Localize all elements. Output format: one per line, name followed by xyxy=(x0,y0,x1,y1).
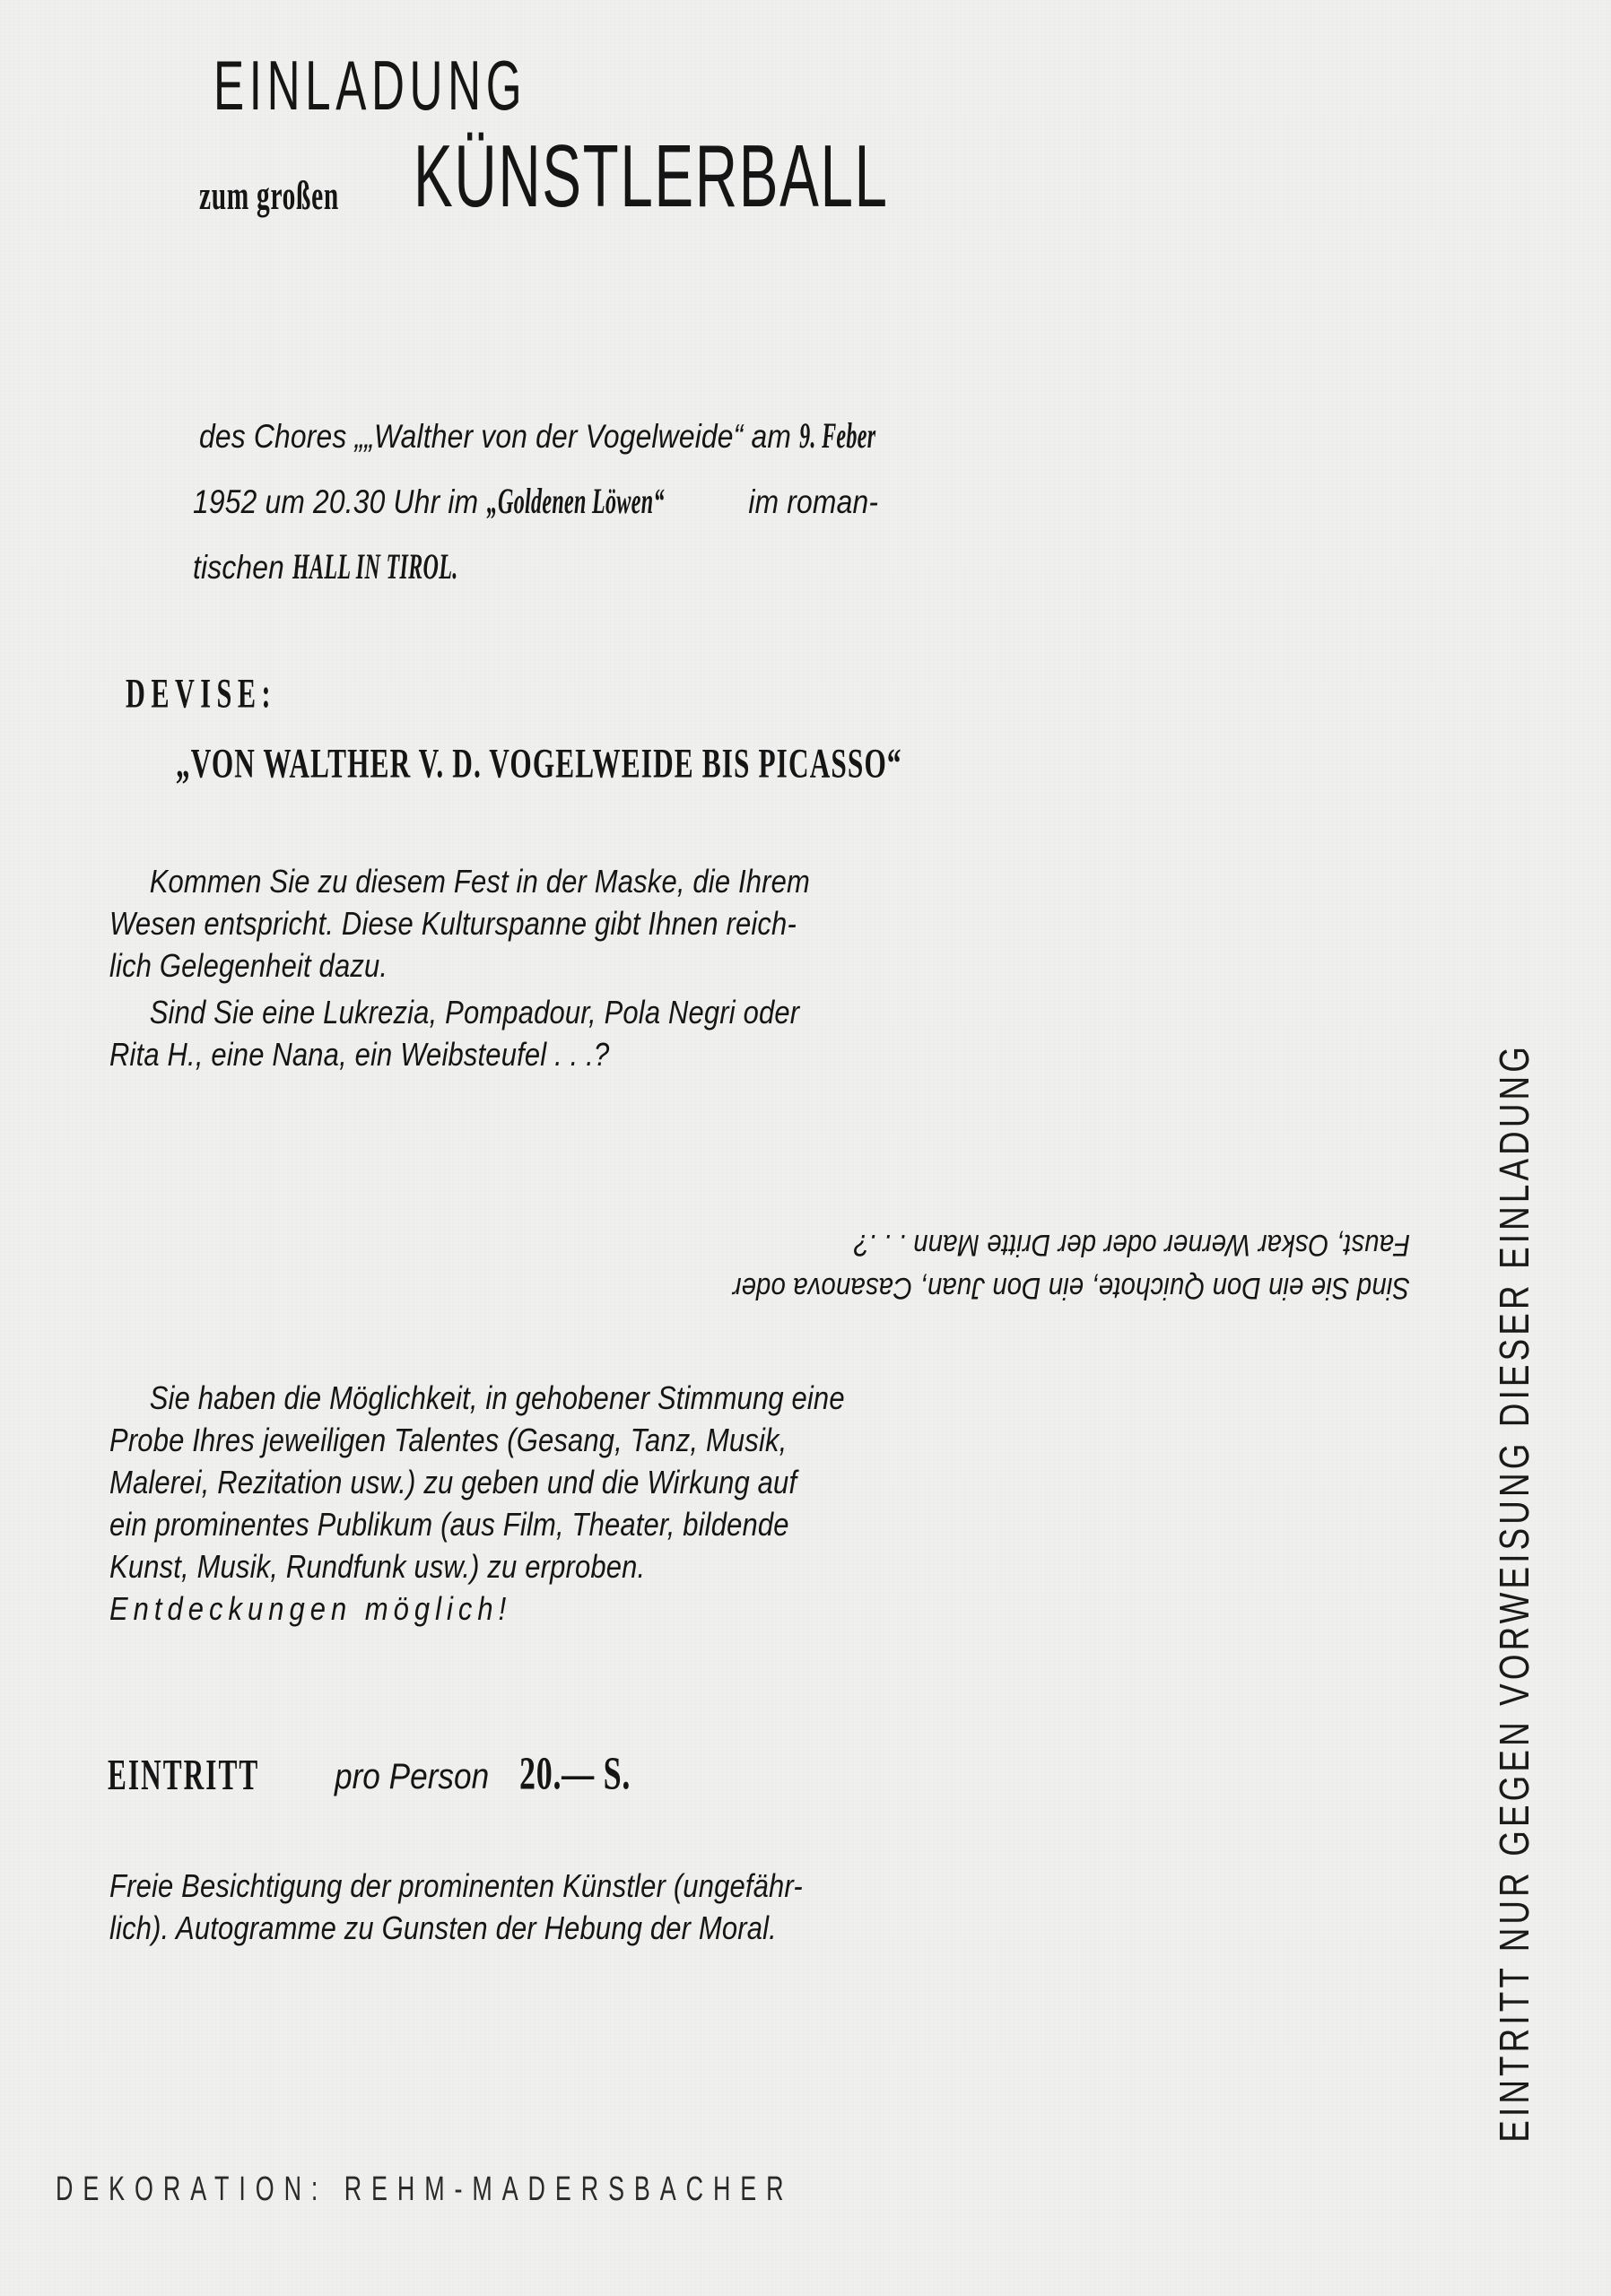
subtitle-line xyxy=(199,127,1007,228)
admission-label: EINTRITT xyxy=(108,1750,260,1799)
paragraph-line: Probe Ihres jeweiligen Talentes (Gesang, Tanz, Musik, xyxy=(109,1422,788,1458)
admission-price-line xyxy=(108,1747,674,1799)
paragraph-line: Sie haben die Möglichkeit, in gehobener Stimmung eine xyxy=(149,1379,845,1416)
paragraph-line: Sind Sie eine Lukrezia, Pompadour, Pola Negri oder xyxy=(149,994,800,1031)
admission-condition-vertical-note xyxy=(1492,996,1538,2190)
venue-city: HALL IN TIROL. xyxy=(292,546,458,587)
paragraph-autographs xyxy=(109,1867,916,1952)
devise-label: DEVISE: xyxy=(126,671,277,718)
paragraph-line: Kunst, Musik, Rundfunk usw.) zu erproben. xyxy=(109,1548,646,1585)
paragraph-talent-showcase xyxy=(109,1379,964,1632)
event-date: 9. Feber xyxy=(799,415,876,456)
decoration-credit: DEKORATION: REHM-MADERSBACHER xyxy=(56,2169,794,2208)
paragraph-line: lich). Autogramme zu Gunsten der Hebung der Moral. xyxy=(109,1909,777,1946)
paragraph-line: Faust, Oskar Werner oder der Dritte Mann . . .? xyxy=(853,1228,1410,1262)
paragraph-line: Kommen Sie zu diesem Fest in der Maske, die Ihrem xyxy=(149,863,811,900)
page-title: EINLADUNG xyxy=(213,46,527,125)
intro-tischen-text: tischen xyxy=(193,549,293,586)
paragraph-line-emphasis: Entdeckungen möglich! xyxy=(109,1590,512,1627)
paragraph-mask xyxy=(109,863,924,989)
paragraph-line: Rita H., eine Nana, ein Weibsteufel . . .? xyxy=(109,1036,610,1073)
paragraph-line: ein prominentes Publikum (aus Film, Theater, bildende xyxy=(109,1506,789,1543)
paragraph-line: Malerei, Rezitation usw.) zu geben und die Wirkung auf xyxy=(109,1464,797,1500)
paragraph-male-roles-upside-down xyxy=(109,1188,1410,1305)
venue-name: „Goldenen Löwen“ xyxy=(486,481,665,521)
admission-amount: 20.— S. xyxy=(518,1746,631,1800)
intro-time-text: 1952 um 20.30 Uhr im xyxy=(193,483,487,520)
intro-romantic-text: im roman- xyxy=(740,483,879,520)
intro-line-1 xyxy=(199,415,909,456)
paragraph-line: Freie Besichtigung der prominenten Künstler (ungefähr- xyxy=(109,1867,803,1904)
subtitle-small-text: zum großen xyxy=(199,174,339,219)
paragraph-line: Sind Sie ein Don Quichote, ein Don Juan, Casanova oder xyxy=(732,1271,1410,1305)
intro-line-3 xyxy=(193,546,529,587)
paragraph-line: lich Gelegenheit dazu. xyxy=(109,947,388,984)
admission-condition-text: EINTRITT NUR GEGEN VORWEISUNG DIESER EINLADUNG xyxy=(1492,1042,1538,2143)
paragraph-female-roles xyxy=(109,994,912,1078)
intro-line-2 xyxy=(193,483,878,519)
intro-choir-text: des Chores „„Walther von der Vogelweide“ am xyxy=(199,418,800,455)
devise-motto: „VON WALTHER V. D. VOGELWEIDE BIS PICASSO“ xyxy=(176,741,902,787)
paragraph-line: Wesen entspricht. Diese Kulturspanne gibt Ihnen reich- xyxy=(109,905,797,942)
subtitle-event-name: KÜNSTLERBALL xyxy=(413,127,889,226)
admission-per-person: pro Person xyxy=(334,1757,490,1796)
